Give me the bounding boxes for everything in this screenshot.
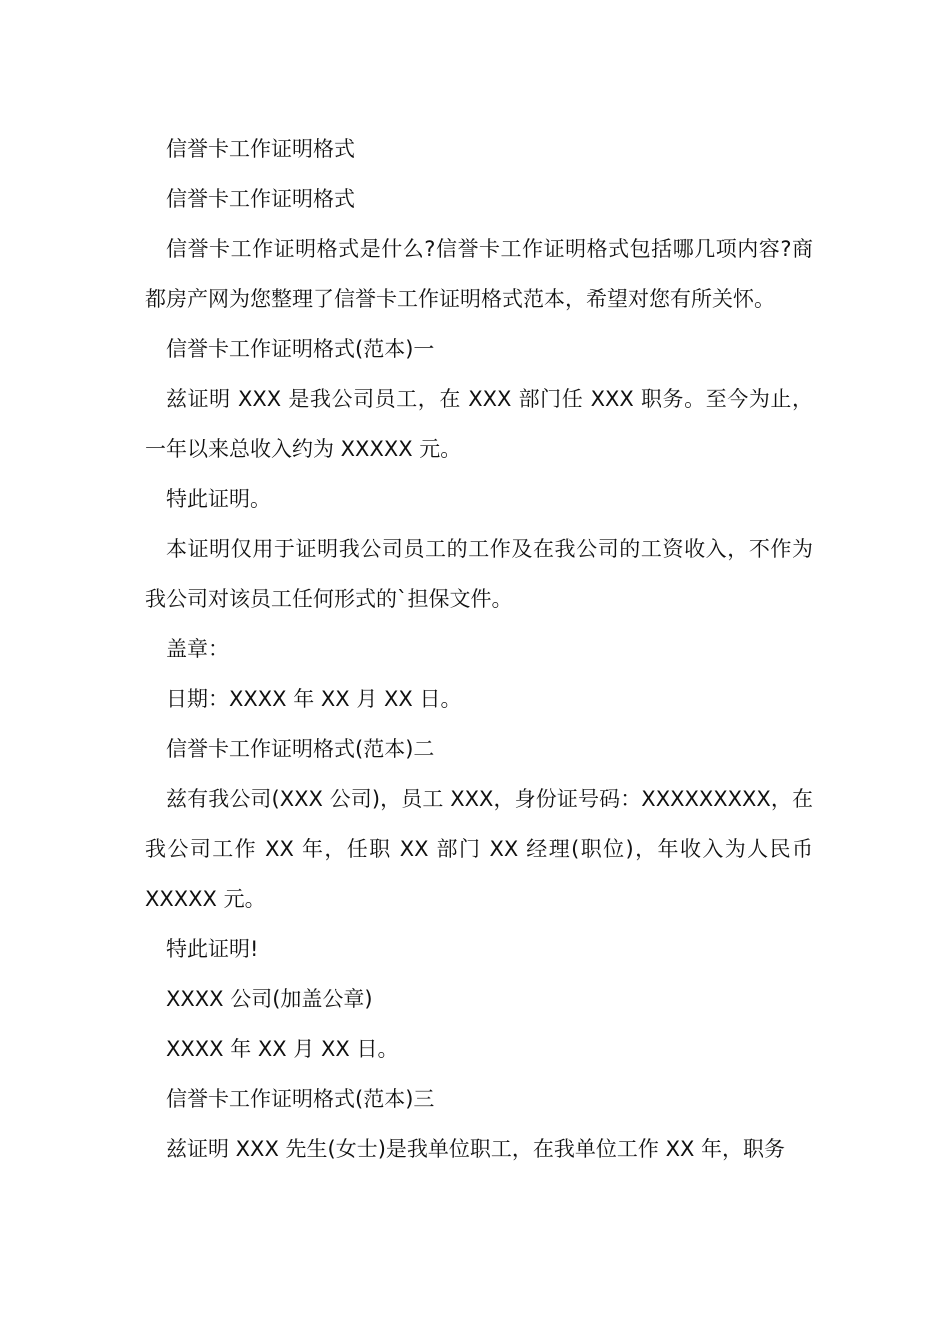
sample-two-certify: 特此证明! xyxy=(166,937,259,961)
sample-one-heading: 信誉卡工作证明格式(范本)一 xyxy=(166,337,435,361)
document-body xyxy=(145,124,813,1174)
sample-one-body: 兹证明 XXX 是我公司员工，在 XXX 部门任 XXX 职务。至今为止，一年以来总收入约为 XXXXX 元。 xyxy=(145,387,813,461)
sample-two-date: XXXX 年 XX 月 XX 日。 xyxy=(166,1037,399,1061)
intro-paragraph: 信誉卡工作证明格式是什么?信誉卡工作证明格式包括哪几项内容?商都房产网为您整理了信誉卡工作证明格式范本，希望对您有所关怀。 xyxy=(145,237,813,311)
sample-two-company: XXXX 公司(加盖公章) xyxy=(166,987,373,1011)
doc-subtitle: 信誉卡工作证明格式 xyxy=(166,187,355,211)
sample-one-date: 日期：XXXX 年 XX 月 XX 日。 xyxy=(166,687,462,711)
doc-title: 信誉卡工作证明格式 xyxy=(166,137,355,161)
sample-two-heading: 信誉卡工作证明格式(范本)二 xyxy=(166,737,435,761)
sample-one-certify: 特此证明。 xyxy=(166,487,271,511)
sample-three-body: 兹证明 XXX 先生(女士)是我单位职工，在我单位工作 XX 年，职务 xyxy=(166,1137,786,1161)
sample-three-heading: 信誉卡工作证明格式(范本)三 xyxy=(166,1087,435,1111)
sample-one-seal: 盖章： xyxy=(166,637,229,661)
sample-one-disclaimer: 本证明仅用于证明我公司员工的工作及在我公司的工资收入，不作为我公司对该员工任何形式的`担保文件。 xyxy=(145,537,813,611)
sample-two-body: 兹有我公司(XXX 公司)，员工 XXX，身份证号码：XXXXXXXXX，在我公司工作 XX 年，任职 XX 部门 XX 经理(职位)，年收入为人民币 XXXXX 元。 xyxy=(145,787,813,911)
